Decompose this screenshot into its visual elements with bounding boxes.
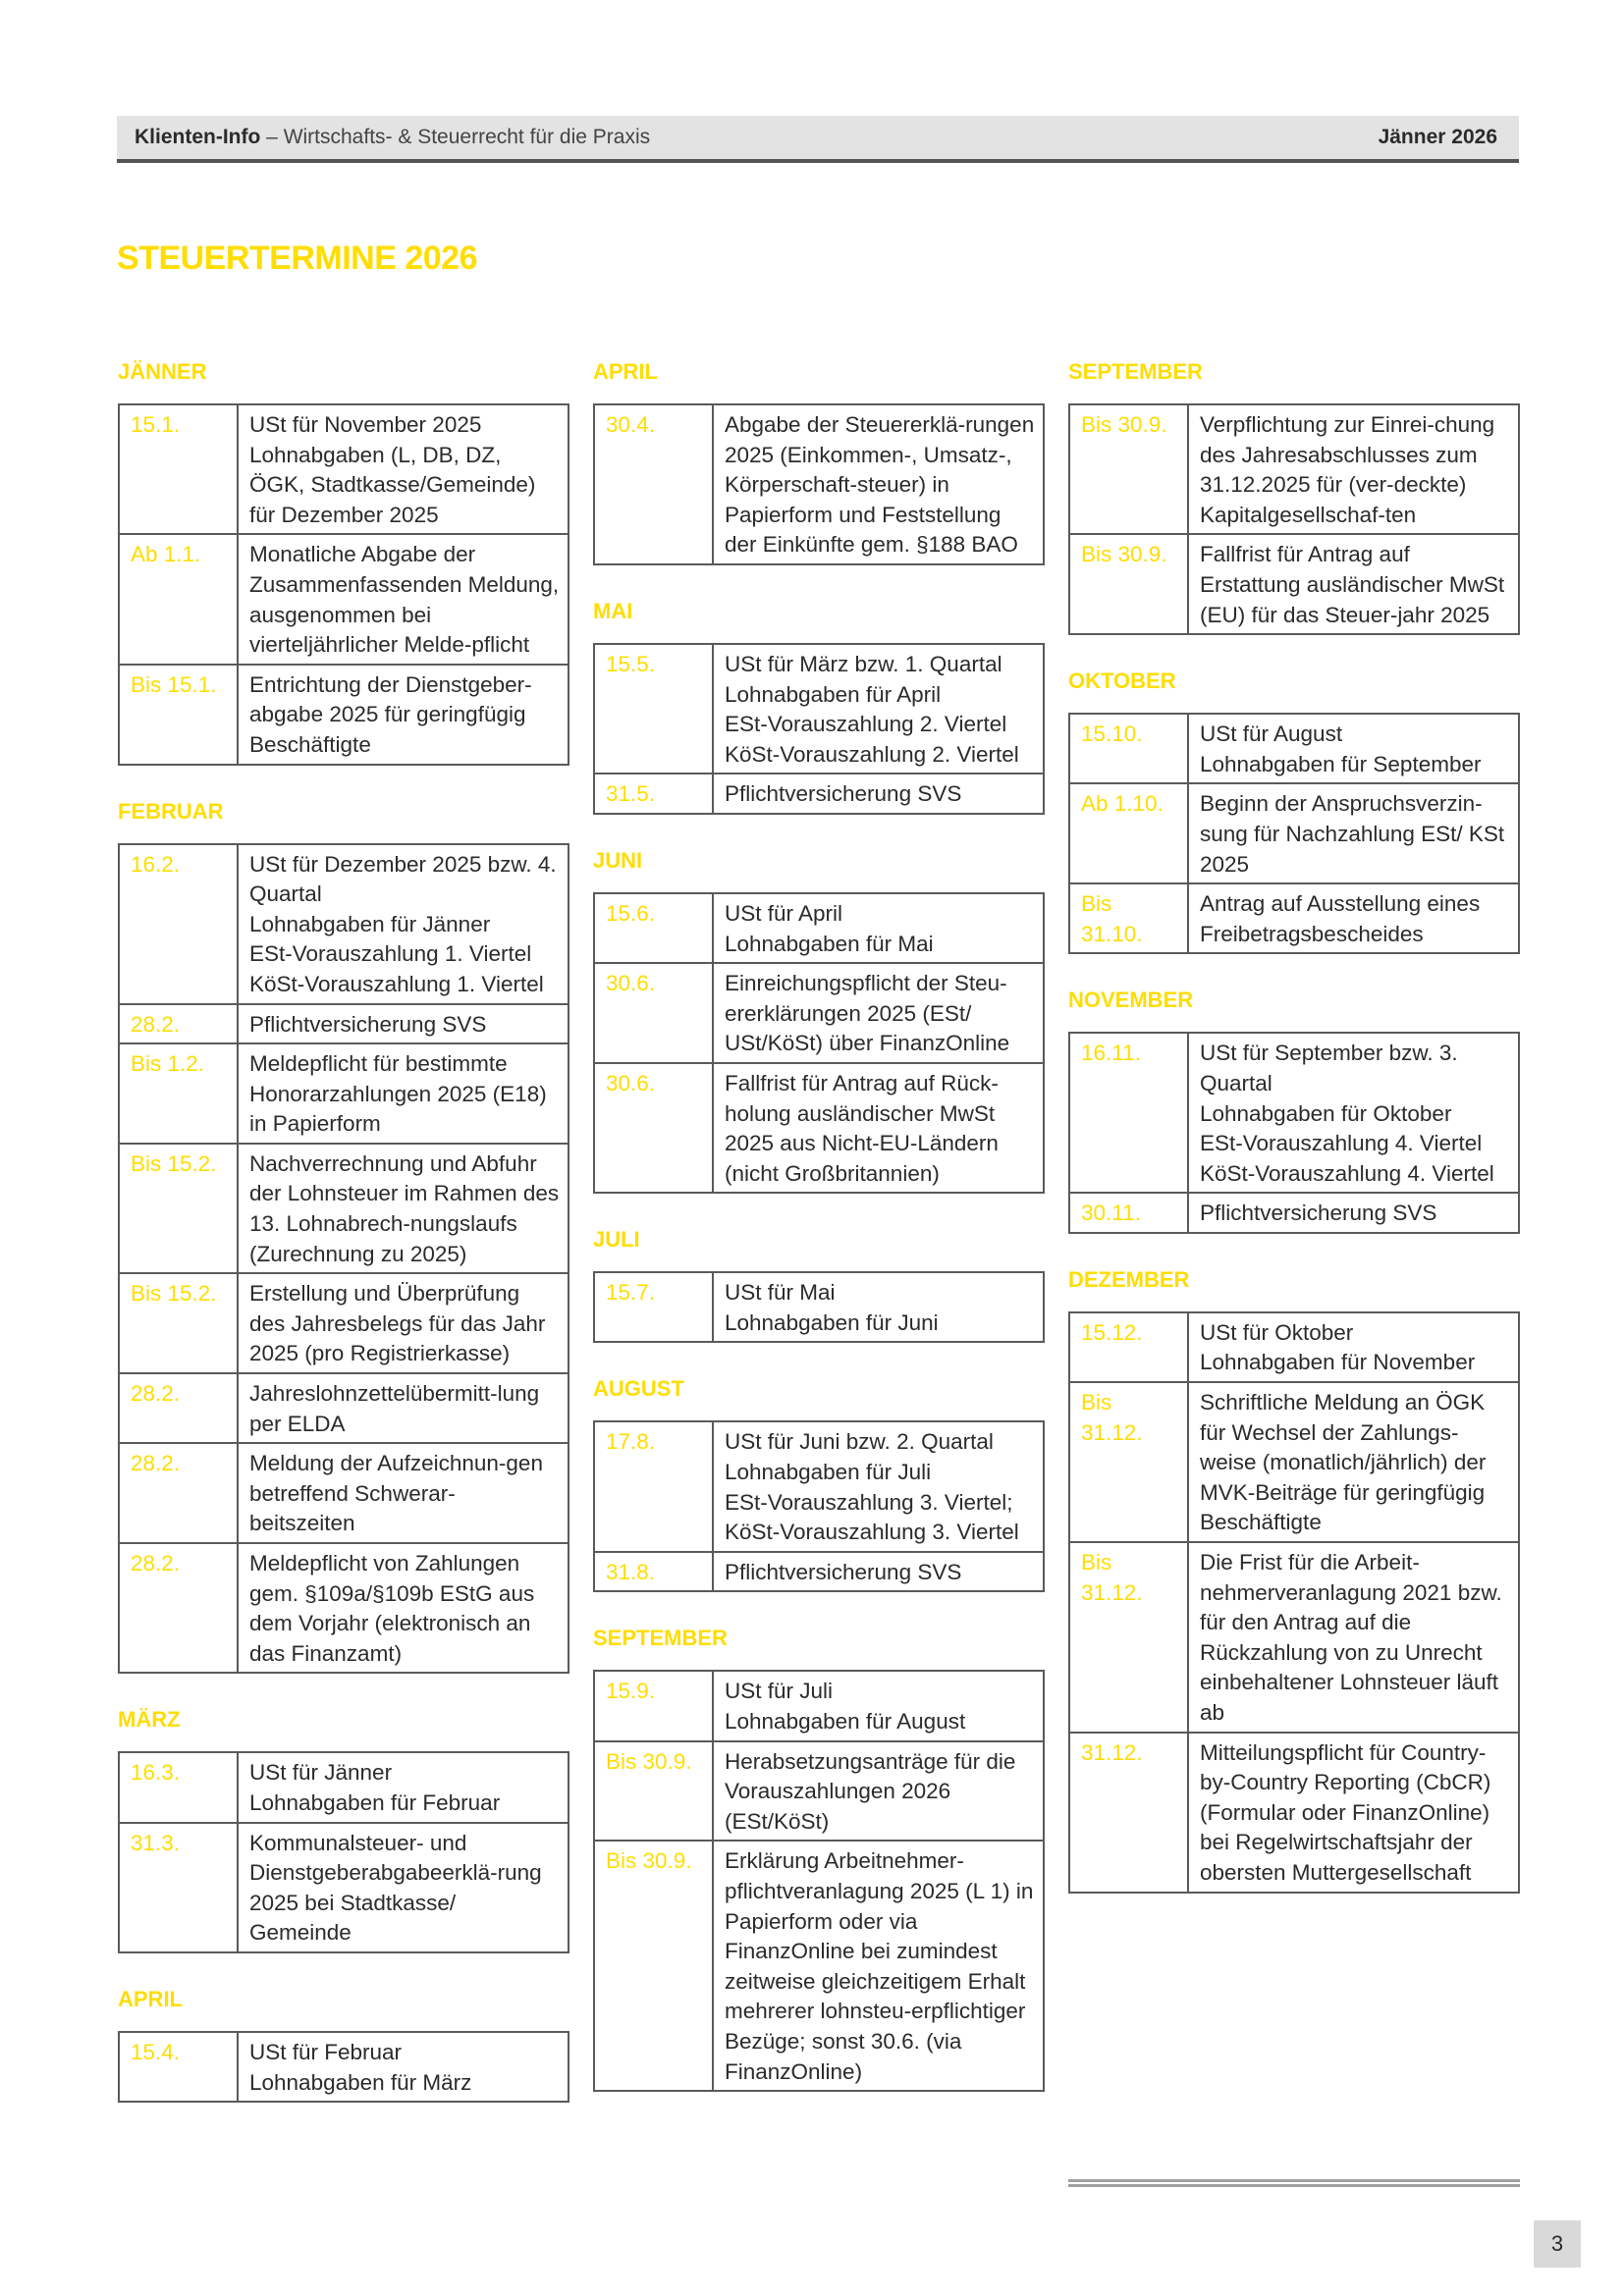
deadline-date: 31.5. — [594, 774, 713, 814]
deadline-date: 28.2. — [119, 1443, 238, 1543]
table-row — [1069, 783, 1519, 883]
deadline-table — [593, 403, 1045, 565]
column-1 — [118, 358, 569, 2135]
deadline-description: Beginn der Anspruchsverzin-sung für Nachzahlung ESt/ KSt 2025 — [1188, 783, 1519, 883]
deadline-date: 28.2. — [119, 1004, 238, 1044]
month-section — [1068, 667, 1520, 954]
table-row — [119, 1373, 568, 1443]
table-row — [1069, 1382, 1519, 1542]
table-row — [594, 774, 1044, 814]
deadline-date: 16.2. — [119, 844, 238, 1004]
month-section — [118, 1986, 569, 2103]
table-row — [119, 1752, 568, 1822]
deadline-description: Jahreslohnzettelübermitt-lung per ELDA — [238, 1373, 568, 1443]
deadline-description: USt für September bzw. 3. Quartal Lohnabgaben für Oktober ESt-Vorauszahlung 4. Viertel KöSt-Vorauszahlung 4. Viertel — [1188, 1033, 1519, 1193]
month-section — [593, 1226, 1045, 1343]
table-row — [1069, 404, 1519, 534]
month-heading: SEPTEMBER — [1068, 359, 1203, 384]
deadline-date: Bis 31.10. — [1069, 883, 1188, 953]
deadline-description: Antrag auf Ausstellung eines Freibetragsbescheides — [1188, 883, 1519, 953]
deadline-date: Bis 1.2. — [119, 1043, 238, 1144]
deadline-table — [1068, 403, 1520, 635]
deadline-description: Pflichtversicherung SVS — [1188, 1193, 1519, 1233]
deadline-table — [1068, 1311, 1520, 1894]
deadline-description: Pflichtversicherung SVS — [713, 1552, 1044, 1592]
deadline-description: Schriftliche Meldung an ÖGK für Wechsel der Zahlungs-weise (monatlich/jährlich) der MVK-Beiträge für geringfügig Beschäftigte — [1188, 1382, 1519, 1542]
deadline-description: USt für März bzw. 1. Quartal Lohnabgaben für April ESt-Vorauszahlung 2. Viertel KöSt-Vorauszahlung 2. Viertel — [713, 644, 1044, 774]
deadline-description: Entrichtung der Dienstgeber-abgabe 2025 für geringfügig Beschäftigte — [238, 665, 568, 765]
month-section — [593, 1375, 1045, 1592]
deadline-description: Pflichtversicherung SVS — [713, 774, 1044, 814]
deadline-date: 16.11. — [1069, 1033, 1188, 1193]
deadline-date: Bis 30.9. — [1069, 404, 1188, 534]
deadline-table — [1068, 1032, 1520, 1234]
deadline-table — [118, 403, 569, 766]
month-section — [118, 358, 569, 766]
column-2 — [593, 358, 1045, 2124]
deadline-date: Ab 1.1. — [119, 534, 238, 664]
table-row — [1069, 1733, 1519, 1893]
month-section — [1068, 358, 1520, 635]
deadline-description: Fallfrist für Antrag auf Rück-holung ausländischer MwSt 2025 aus Nicht-EU-Ländern (nicht Großbritannien) — [713, 1063, 1044, 1193]
table-row — [119, 534, 568, 664]
table-row — [594, 1421, 1044, 1551]
deadline-date: 15.7. — [594, 1272, 713, 1342]
deadline-table — [118, 843, 569, 1675]
table-row — [594, 1552, 1044, 1592]
month-heading: OKTOBER — [1068, 668, 1176, 694]
deadline-date: Bis 15.1. — [119, 665, 238, 765]
table-row — [119, 844, 568, 1004]
deadline-date: 31.12. — [1069, 1733, 1188, 1893]
table-row — [119, 1144, 568, 1273]
deadline-table — [593, 643, 1045, 815]
deadline-description: Erstellung und Überprüfung des Jahresbelegs für das Jahr 2025 (pro Registrierkasse) — [238, 1273, 568, 1373]
month-section — [1068, 1266, 1520, 1894]
deadline-description: Die Frist für die Arbeit-nehmerveranlagung 2021 bzw. für den Antrag auf die Rückzahlung von zu Unrecht einbehaltener Lohnsteuer läuft ab — [1188, 1542, 1519, 1733]
header-separator: – — [260, 126, 284, 148]
deadline-description: Verpflichtung zur Einrei-chung des Jahresabschlusses zum 31.12.2025 für (ver-deckte) Kapitalgesellschaf-ten — [1188, 404, 1519, 534]
month-heading: JÄNNER — [118, 359, 207, 384]
deadline-date: 15.1. — [119, 404, 238, 534]
deadline-date: 15.9. — [594, 1671, 713, 1740]
month-section — [1068, 987, 1520, 1234]
deadline-date: Ab 1.10. — [1069, 783, 1188, 883]
month-section — [593, 847, 1045, 1194]
month-section — [593, 358, 1045, 565]
header-subtitle: Wirtschafts- & Steuerrecht für die Praxis — [283, 126, 651, 148]
table-row — [1069, 714, 1519, 783]
table-row — [594, 893, 1044, 963]
table-row — [1069, 883, 1519, 953]
table-row — [1069, 1312, 1519, 1382]
table-row — [594, 963, 1044, 1063]
table-row — [119, 1543, 568, 1673]
table-row — [119, 1004, 568, 1044]
deadline-description: Herabsetzungsanträge für die Vorauszahlungen 2026 (ESt/KöSt) — [713, 1741, 1044, 1842]
deadline-date: 31.8. — [594, 1552, 713, 1592]
deadline-description: Einreichungspflicht der Steu-ererklärungen 2025 (ESt/ USt/KöSt) über FinanzOnline — [713, 963, 1044, 1063]
table-row — [594, 1063, 1044, 1193]
deadline-date: Bis 15.2. — [119, 1144, 238, 1273]
month-heading: APRIL — [593, 359, 658, 384]
deadline-description: USt für Februar Lohnabgaben für März — [238, 2032, 568, 2102]
end-double-rule — [1068, 2179, 1520, 2187]
table-row — [594, 644, 1044, 774]
table-row — [594, 404, 1044, 564]
header-brand: Klienten-Info — [135, 126, 261, 148]
month-section — [593, 1625, 1045, 2092]
deadline-description: Pflichtversicherung SVS — [238, 1004, 568, 1044]
table-row — [119, 1273, 568, 1373]
deadline-description: Mitteilungspflicht für Country-by-Country Reporting (CbCR) (Formular oder FinanzOnline) bei Regelwirtschaftsjahr der obersten Muttergesellschaft — [1188, 1733, 1519, 1893]
deadline-description: USt für April Lohnabgaben für Mai — [713, 893, 1044, 963]
deadline-description: USt für Jänner Lohnabgaben für Februar — [238, 1752, 568, 1822]
table-row — [119, 1823, 568, 1952]
deadline-description: Meldepflicht für bestimmte Honorarzahlungen 2025 (E18) in Papierform — [238, 1043, 568, 1144]
month-section — [593, 598, 1045, 815]
deadline-description: USt für November 2025 Lohnabgaben (L, DB, DZ, ÖGK, Stadtkasse/Gemeinde) für Dezember 2025 — [238, 404, 568, 534]
deadline-date: 17.8. — [594, 1421, 713, 1551]
table-row — [119, 2032, 568, 2102]
table-row — [119, 665, 568, 765]
table-row — [119, 1443, 568, 1543]
deadline-description: USt für Mai Lohnabgaben für Juni — [713, 1272, 1044, 1342]
deadline-date: 15.4. — [119, 2032, 238, 2102]
column-3 — [1068, 358, 1520, 1926]
month-heading: MAI — [593, 598, 633, 623]
table-row — [594, 1272, 1044, 1342]
deadline-date: 15.5. — [594, 644, 713, 774]
deadline-description: USt für Juli Lohnabgaben für August — [713, 1671, 1044, 1740]
table-row — [594, 1671, 1044, 1740]
deadline-date: 30.11. — [1069, 1193, 1188, 1233]
deadline-description: USt für August Lohnabgaben für September — [1188, 714, 1519, 783]
deadline-description: Monatliche Abgabe der Zusammenfassenden Meldung, ausgenommen bei vierteljährlicher Melde-pflicht — [238, 534, 568, 664]
deadline-date: 30.4. — [594, 404, 713, 564]
deadline-description: Kommunalsteuer- und Dienstgeberabgabeerklä-rung 2025 bei Stadtkasse/ Gemeinde — [238, 1823, 568, 1952]
deadline-description: Abgabe der Steuererklä-rungen 2025 (Einkommen-, Umsatz-, Körperschaft-steuer) in Papierform und Feststellung der Einkünfte gem. §188 BAO — [713, 404, 1044, 564]
deadline-date: Bis 30.9. — [1069, 534, 1188, 634]
month-heading: JUNI — [593, 847, 643, 873]
table-row — [594, 1741, 1044, 1842]
table-row — [594, 1841, 1044, 2091]
month-heading: DEZEMBER — [1068, 1266, 1190, 1292]
deadline-description: USt für Juni bzw. 2. Quartal Lohnabgaben für Juli ESt-Vorauszahlung 3. Viertel; KöSt-Vorauszahlung 3. Viertel — [713, 1421, 1044, 1551]
deadline-date: Bis 31.12. — [1069, 1542, 1188, 1733]
deadline-date: 16.3. — [119, 1752, 238, 1822]
month-heading: AUGUST — [593, 1376, 684, 1402]
deadline-table — [118, 1751, 569, 1953]
month-heading: FEBRUAR — [118, 798, 224, 824]
table-row — [1069, 1193, 1519, 1233]
deadline-date: 28.2. — [119, 1543, 238, 1673]
deadline-date: Bis 31.12. — [1069, 1382, 1188, 1542]
deadline-table — [118, 2031, 569, 2103]
header-left — [135, 126, 650, 149]
deadline-table — [1068, 713, 1520, 954]
month-heading: JULI — [593, 1227, 640, 1253]
month-heading: SEPTEMBER — [593, 1626, 728, 1651]
table-row — [119, 404, 568, 534]
deadline-description: Meldepflicht von Zahlungen gem. §109a/§109b EStG aus dem Vorjahr (elektronisch an das Finanzamt) — [238, 1543, 568, 1673]
month-heading: MÄRZ — [118, 1707, 181, 1733]
deadline-table — [593, 1420, 1045, 1592]
deadline-description: Erklärung Arbeitnehmer-pflichtveranlagung 2025 (L 1) in Papierform oder via FinanzOnline bei zumindest zeitweise gleichzeitigem Erhalt mehrerer lohnsteu-erpflichtiger Bezüge; sonst 30.6. (via FinanzOnline) — [713, 1841, 1044, 2091]
month-section — [118, 1706, 569, 1953]
month-heading: NOVEMBER — [1068, 988, 1194, 1013]
running-header — [117, 116, 1519, 163]
deadline-table — [593, 1670, 1045, 2092]
month-section — [118, 798, 569, 1675]
deadline-table — [593, 1271, 1045, 1343]
deadline-table — [593, 892, 1045, 1194]
table-row — [1069, 1033, 1519, 1193]
deadline-date: 31.3. — [119, 1823, 238, 1952]
header-issue: Jänner 2026 — [1378, 126, 1497, 148]
deadline-date: 15.6. — [594, 893, 713, 963]
deadline-date: 30.6. — [594, 1063, 713, 1193]
deadline-date: 15.10. — [1069, 714, 1188, 783]
deadline-description: Nachverrechnung und Abfuhr der Lohnsteuer im Rahmen des 13. Lohnabrech-nungslaufs (Zurechnung zu 2025) — [238, 1144, 568, 1273]
deadline-date: 28.2. — [119, 1373, 238, 1443]
deadline-date: 15.12. — [1069, 1312, 1188, 1382]
deadline-date: Bis 30.9. — [594, 1741, 713, 1842]
table-row — [119, 1043, 568, 1144]
table-row — [1069, 1542, 1519, 1733]
page-number: 3 — [1534, 2220, 1581, 2268]
deadline-description: USt für Dezember 2025 bzw. 4. Quartal Lohnabgaben für Jänner ESt-Vorauszahlung 1. Viertel KöSt-Vorauszahlung 1. Viertel — [238, 844, 568, 1004]
table-row — [1069, 534, 1519, 634]
deadline-date: Bis 30.9. — [594, 1841, 713, 2091]
deadline-description: Fallfrist für Antrag auf Erstattung ausländischer MwSt (EU) für das Steuer-jahr 2025 — [1188, 534, 1519, 634]
deadline-date: 30.6. — [594, 963, 713, 1063]
month-heading: APRIL — [118, 1986, 183, 2011]
deadline-description: Meldung der Aufzeichnun-gen betreffend Schwerar-beitszeiten — [238, 1443, 568, 1543]
deadline-date: Bis 15.2. — [119, 1273, 238, 1373]
page-title: STEUERTERMINE 2026 — [117, 240, 477, 277]
deadline-description: USt für Oktober Lohnabgaben für November — [1188, 1312, 1519, 1382]
